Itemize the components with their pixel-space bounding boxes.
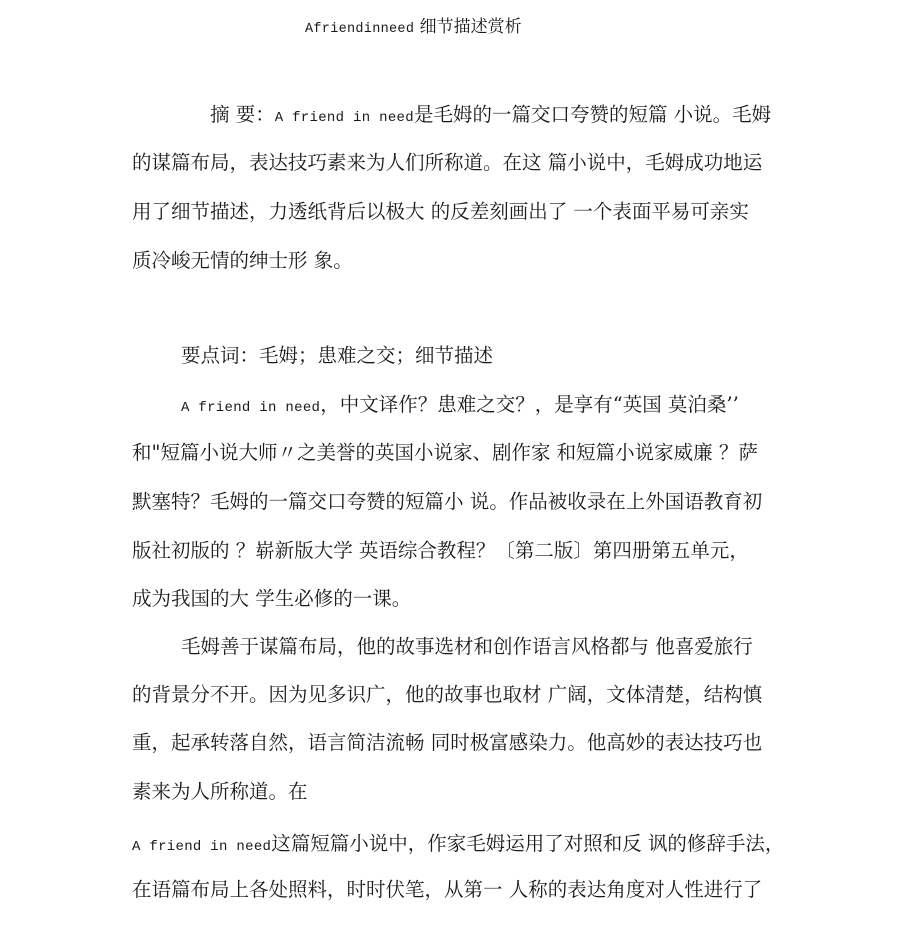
abstract-line-4: 质冷峻无情的绅士形 象。 xyxy=(132,249,353,272)
para2-line-1: 毛姆善于谋篇布局，他的故事选材和创作语言风格都与 他喜爱旅行 xyxy=(181,635,753,658)
document-title xyxy=(305,12,522,37)
para1-line-1: A friend in need，中文译作？患难之交？，是享有“英国 莫泊桑’’ xyxy=(181,393,739,416)
para3-line-2: 在语篇布局上各处照料，时时伏笔，从第一 人称的表达角度对人性进行了 xyxy=(132,878,763,901)
para1-line-2: 和"短篇小说大师〃之美誉的英国小说家、剧作家 和短篇小说家威廉 ？萨 xyxy=(132,441,758,464)
para3-english: A friend in need xyxy=(132,839,272,855)
abstract-line-3: 用了细节描述，力透纸背后以极大 的反差刻画出了 一个表面平易可亲实 xyxy=(132,200,749,223)
para2-line-3: 重，起承转落自然，语言简洁流畅 同时极富感染力。他高妙的表达技巧也 xyxy=(132,731,763,754)
para1-line-5: 成为我国的大 学生必修的一课。 xyxy=(132,587,412,610)
abstract-label: 摘 要： xyxy=(210,103,275,126)
para2-line-2: 的背景分不开。因为见多识广，他的故事也取材 广阔，文体清楚，结构慎 xyxy=(132,683,763,706)
title-english: Afriendinneed xyxy=(305,22,415,37)
keywords-line: 要点词：毛姆；患难之交；细节描述 xyxy=(181,344,494,367)
abstract-line-1: 摘 要：A friend in need是毛姆的一篇交口夸赞的短篇 小说。毛姆 xyxy=(210,103,772,126)
abstract-english: A friend in need xyxy=(274,110,414,126)
para2-line-4: 素来为人所称道。在 xyxy=(132,780,308,803)
abstract-line-2: 的谋篇布局，表达技巧素来为人们所称道。在这 篇小说中，毛姆成功地运 xyxy=(132,151,763,174)
para3-line-1: A friend in need这篇短篇小说中，作家毛姆运用了对照和反 讽的修辞手法， xyxy=(132,832,785,855)
para1-line-3: 默塞特？毛姆的一篇交口夸赞的短篇小 说。作品被收录在上外国语教育初 xyxy=(132,490,763,513)
para1-english: A friend in need xyxy=(181,400,321,416)
title-chinese: 细节描述赏析 xyxy=(419,17,522,37)
para1-line-4: 版社初版的 ？崭新版大学 英语综合教程？〔第二版〕第四册第五单元， xyxy=(132,539,749,562)
